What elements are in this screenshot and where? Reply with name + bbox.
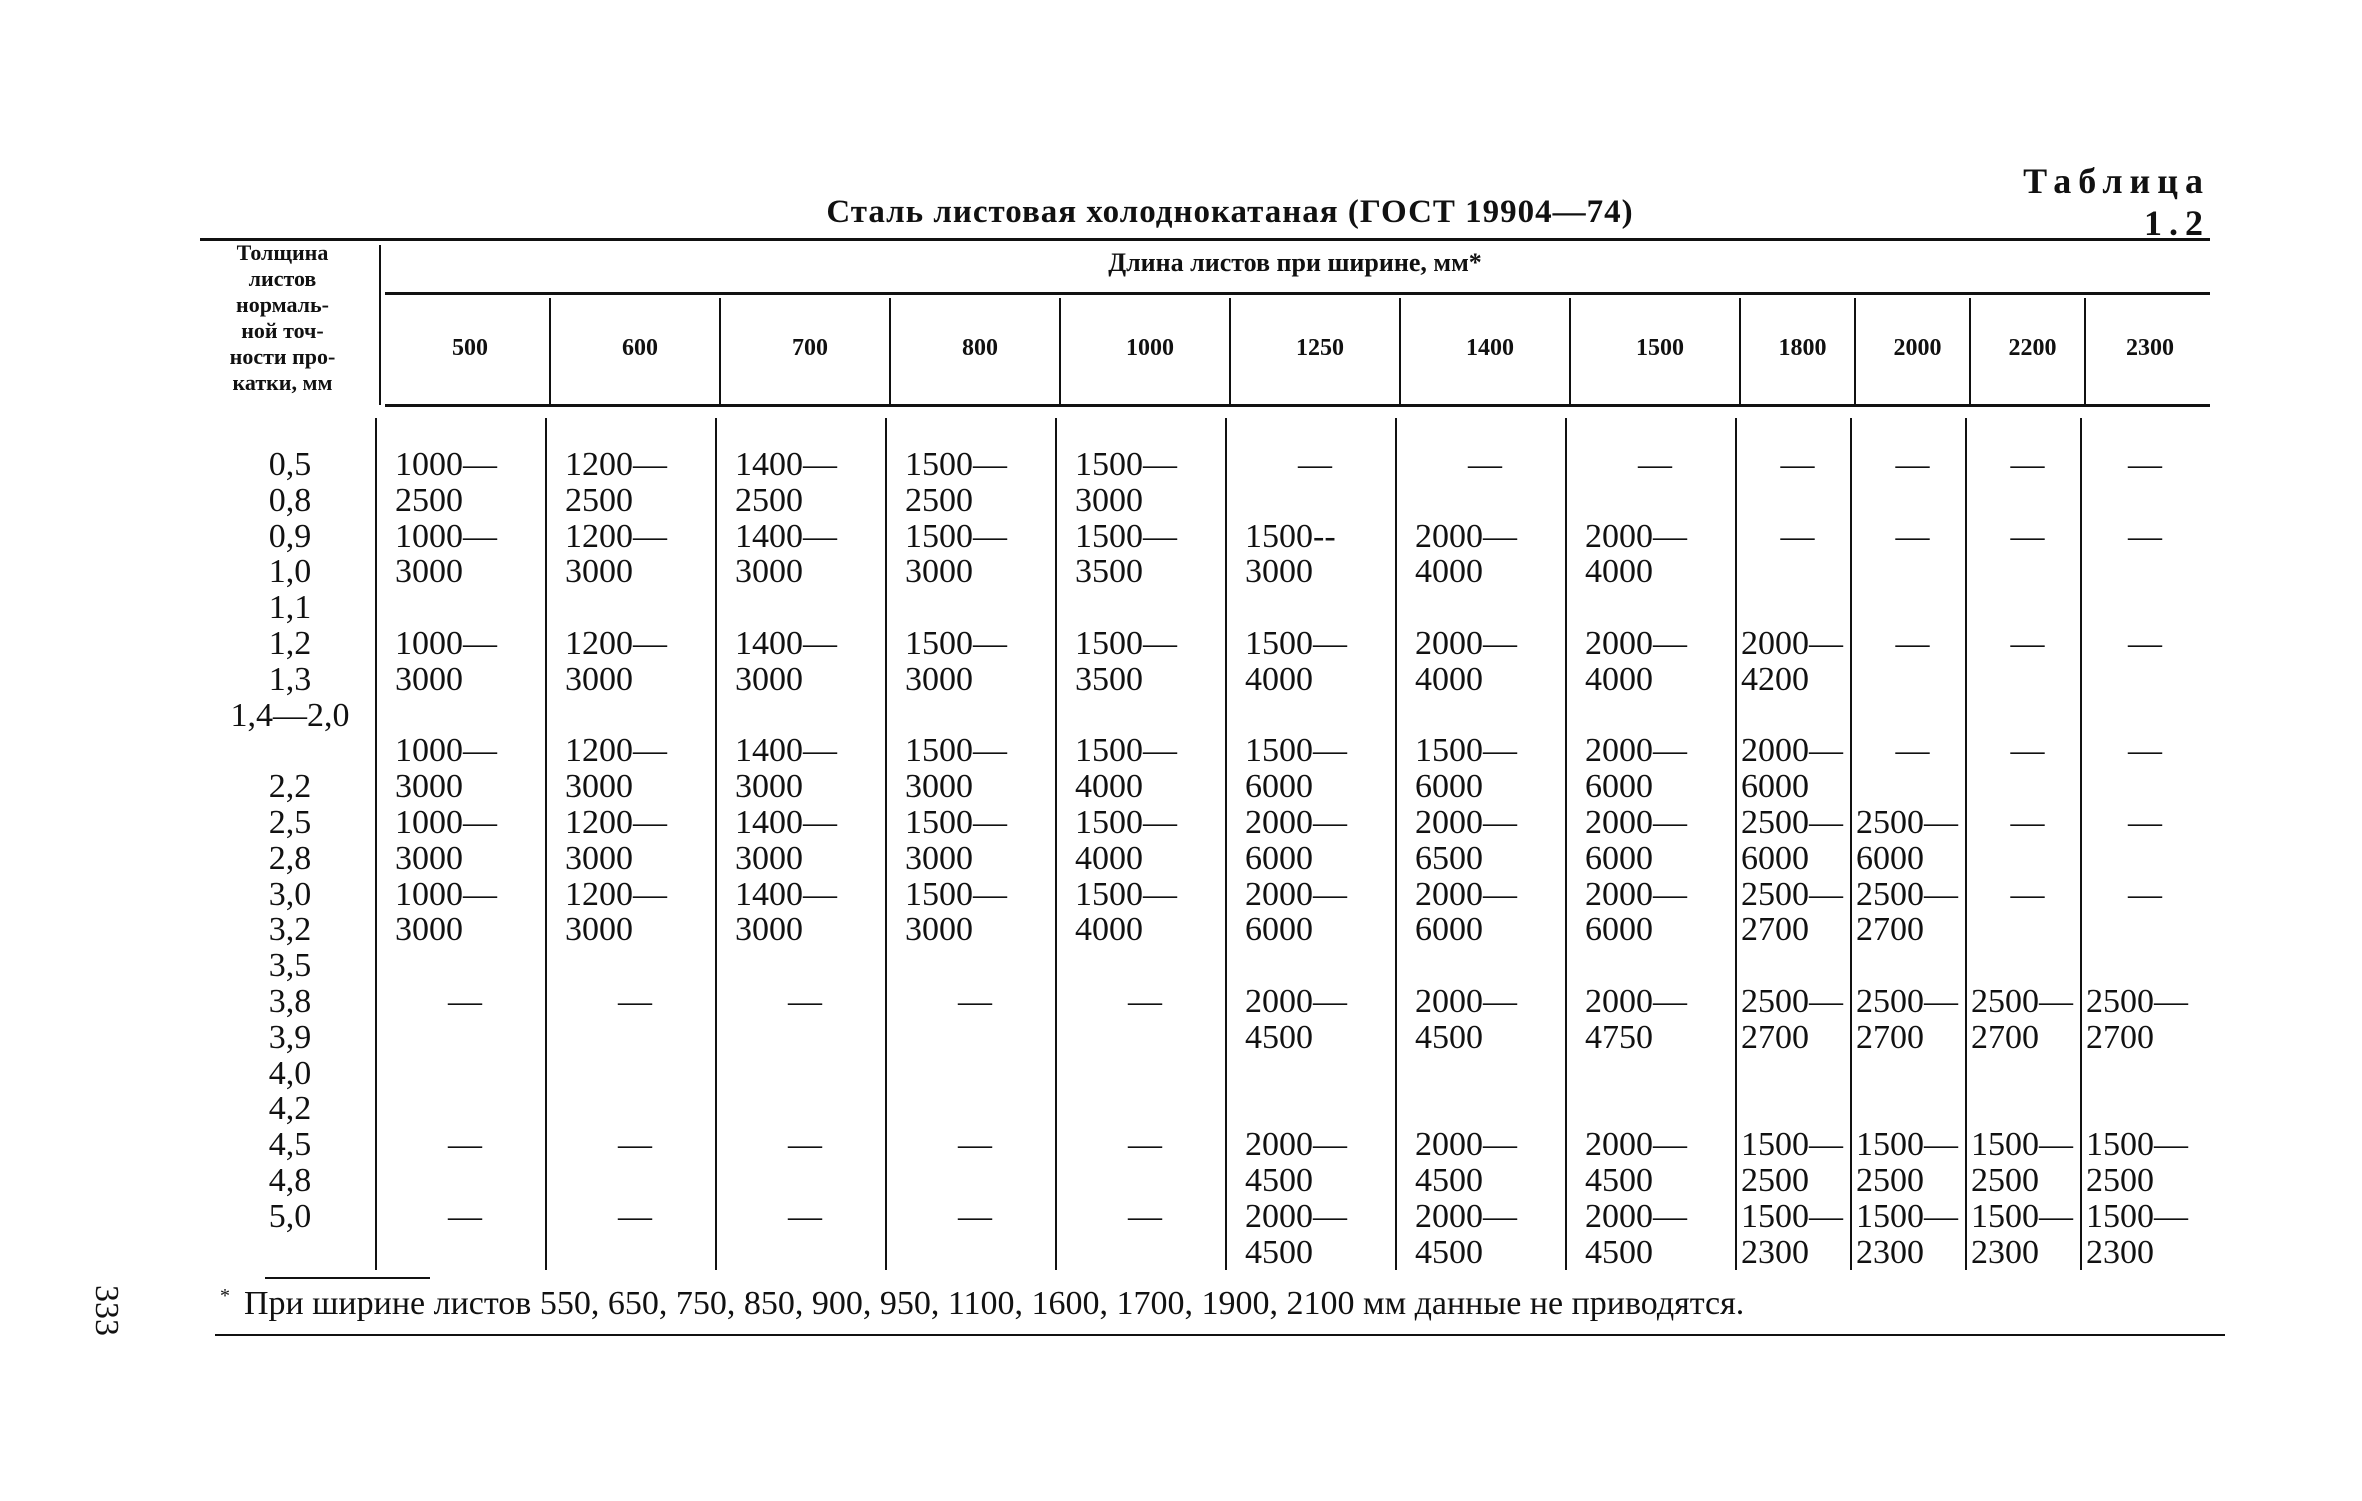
table-cell: 1400—: [735, 517, 837, 555]
table-cell: 1200—: [565, 804, 667, 841]
table-cell: —: [2128, 517, 2162, 555]
table-cell: 2500—: [1741, 983, 1843, 1020]
table-cell: —: [2010, 446, 2045, 483]
width-header-cell: 2000: [1893, 335, 1942, 361]
table-cell: 1500—: [1075, 625, 1177, 662]
table-cell: 3000: [395, 553, 463, 591]
table-cell: 4500: [1585, 1233, 1653, 1271]
header-column-rule: [1854, 298, 1856, 404]
table-cell: 2000—: [1245, 1126, 1347, 1164]
table-cell: —: [1895, 625, 1930, 662]
header-column-rule: [379, 245, 381, 405]
table-cell: 1200—: [565, 517, 667, 555]
table-cell: —: [788, 1126, 822, 1164]
table-cell: 6000: [1245, 911, 1313, 949]
body-column-rule: [1225, 418, 1227, 1270]
table-cell: 2000—: [1415, 983, 1517, 1020]
width-header-cell: 600: [622, 335, 658, 361]
table-cell: —: [1468, 446, 1502, 483]
table-cell: 2000—: [1415, 517, 1517, 555]
table-cell: 4000: [1245, 660, 1313, 698]
table-cell: 1000—: [395, 625, 497, 662]
thickness-value: 2,5: [268, 804, 312, 841]
thickness-value: 0,5: [268, 446, 312, 483]
table-cell: 1500—: [905, 732, 1007, 770]
header-column-rule: [1059, 298, 1061, 404]
table-cell: —: [618, 983, 652, 1020]
table-cell: 4000: [1415, 553, 1483, 591]
width-header-cell: 2300: [2126, 335, 2174, 361]
table-cell: 2000—: [1245, 804, 1347, 841]
table-cell: 3500: [1075, 553, 1143, 591]
table-cell: 2500: [735, 481, 803, 519]
table-cell: 2500—: [1856, 983, 1958, 1020]
thickness-value: 1,0: [268, 553, 312, 591]
thickness-value: 1,4—2,0: [230, 696, 350, 734]
table-cell: 2500: [395, 481, 463, 519]
table-cell: 1500—: [2086, 1126, 2188, 1164]
table-cell: 1400—: [735, 804, 837, 841]
table-cell: 2000—: [1415, 1126, 1517, 1164]
table-cell: 2000—: [1585, 875, 1687, 913]
table-cell: —: [1895, 732, 1930, 770]
table-cell: 3000: [735, 911, 803, 949]
table-cell: 3000: [905, 768, 973, 806]
footnote: [220, 1285, 2240, 1323]
table-cell: 6000: [1741, 768, 1809, 806]
table-cell: 6500: [1415, 839, 1483, 877]
table-cell: —: [1128, 983, 1162, 1020]
table-cell: 6000: [1741, 839, 1809, 877]
table-cell: 1500—: [1245, 625, 1347, 662]
table-cell: 2000—: [1245, 983, 1347, 1020]
table-cell: 2000—: [1741, 732, 1843, 770]
table-cell: 2500—: [2086, 983, 2188, 1020]
width-header-cell: 500: [452, 335, 488, 361]
table-cell: 4000: [1585, 660, 1653, 698]
body-column-rule: [1395, 418, 1397, 1270]
thickness-value: 4,5: [268, 1126, 312, 1164]
table-cell: —: [2128, 875, 2162, 913]
table-cell: 1400—: [735, 625, 837, 662]
table-cell: 1500—: [1075, 875, 1177, 913]
header-column-rule: [1969, 298, 1971, 404]
thickness-value: 1,3: [268, 660, 312, 698]
table-cell: 2500: [565, 481, 633, 519]
thickness-value: 1,2: [268, 625, 312, 662]
table-cell: 4000: [1075, 911, 1143, 949]
table-cell: 3000: [905, 911, 973, 949]
table-cell: 2500: [1741, 1162, 1809, 1199]
table-cell: —: [448, 1126, 482, 1164]
table-cell: 1500—: [1245, 732, 1347, 770]
header-bottom-rule: [385, 404, 2210, 407]
body-column-rule: [545, 418, 547, 1270]
table-cell: 3000: [565, 839, 633, 877]
thickness-value: 2,2: [268, 768, 312, 806]
table-cell: 3000: [565, 911, 633, 949]
header-column-rule: [1739, 298, 1741, 404]
table-cell: —: [788, 1197, 822, 1235]
table-cell: 1500—: [1415, 732, 1517, 770]
header-mid-rule: [385, 292, 2210, 295]
header-top-rule: [200, 238, 2210, 241]
table-cell: —: [958, 983, 992, 1020]
table-cell: 2000—: [1585, 983, 1687, 1020]
body-column-rule: [1735, 418, 1737, 1270]
table-cell: —: [958, 1197, 992, 1235]
body-column-rule: [715, 418, 717, 1270]
header-column-rule: [1229, 298, 1231, 404]
width-header-cell: 800: [962, 335, 998, 361]
table-cell: —: [2010, 875, 2045, 913]
table-cell: 1000—: [395, 446, 497, 483]
table-cell: 2000—: [1415, 1197, 1517, 1235]
table-cell: 2500: [1856, 1162, 1924, 1199]
table-cell: 3000: [905, 553, 973, 591]
table-cell: —: [958, 1126, 992, 1164]
table-cell: 4500: [1415, 1162, 1483, 1199]
table-cell: 1500—: [1741, 1126, 1843, 1164]
table-cell: —: [2128, 804, 2162, 841]
table-cell: —: [1128, 1126, 1162, 1164]
table-cell: 4500: [1245, 1018, 1313, 1056]
header-column-rule: [889, 298, 891, 404]
table-cell: 1500—: [905, 517, 1007, 555]
table-cell: 4500: [1415, 1018, 1483, 1056]
table-cell: 2300: [1971, 1233, 2039, 1271]
table-cell: 6000: [1585, 839, 1653, 877]
table-cell: 1500—: [905, 446, 1007, 483]
table-cell: 2700: [1741, 1018, 1809, 1056]
thickness-value: 4,8: [268, 1162, 312, 1199]
table-cell: 2500—: [1741, 804, 1843, 841]
table-cell: —: [2128, 625, 2162, 662]
bottom-rule: [215, 1334, 2225, 1336]
table-cell: 3000: [565, 660, 633, 698]
body-column-rule: [1055, 418, 1057, 1270]
table-cell: 3000: [735, 660, 803, 698]
table-cell: —: [1128, 1197, 1162, 1235]
table-cell: 3000: [735, 839, 803, 877]
table-cell: 2300: [2086, 1233, 2154, 1271]
table-cell: 1400—: [735, 732, 837, 770]
table-cell: 2700: [1856, 1018, 1924, 1056]
table-cell: 3000: [395, 768, 463, 806]
footnote-marker: *: [220, 1285, 230, 1307]
table-cell: 1000—: [395, 804, 497, 841]
table-cell: 1500—: [905, 875, 1007, 913]
thickness-value: 4,2: [268, 1090, 312, 1128]
table-cell: 1500—: [1075, 446, 1177, 483]
table-cell: —: [2010, 517, 2045, 555]
table-cell: 2000—: [1245, 1197, 1347, 1235]
table-cell: 2500: [905, 481, 973, 519]
table-cell: 1500—: [2086, 1197, 2188, 1235]
table-cell: 4000: [1415, 660, 1483, 698]
table-cell: 1500—: [1971, 1197, 2073, 1235]
table-cell: 6000: [1245, 839, 1313, 877]
table-cell: 6000: [1415, 911, 1483, 949]
thickness-value: 3,0: [268, 875, 312, 913]
table-cell: —: [448, 983, 482, 1020]
table-cell: 2000—: [1415, 625, 1517, 662]
table-cell: 3000: [735, 553, 803, 591]
table-cell: 1500—: [1971, 1126, 2073, 1164]
table-cell: 1500—: [905, 625, 1007, 662]
table-cell: 1500—: [1856, 1197, 1958, 1235]
table-cell: 2000—: [1585, 804, 1687, 841]
footnote-rule: [265, 1277, 430, 1279]
header-column-rule: [1399, 298, 1401, 404]
table-cell: 3000: [395, 660, 463, 698]
thickness-value: 3,2: [268, 911, 312, 949]
header-column-rule: [2084, 298, 2086, 404]
table-cell: 2000—: [1415, 804, 1517, 841]
thickness-value: 4,0: [268, 1054, 312, 1092]
table-cell: 1000—: [395, 875, 497, 913]
table-cell: —: [618, 1197, 652, 1235]
table-cell: —: [1638, 446, 1672, 483]
table-cell: 1500—: [1741, 1197, 1843, 1235]
thickness-value: 5,0: [268, 1197, 312, 1235]
body-column-rule: [2080, 418, 2082, 1270]
table-cell: 2700: [2086, 1018, 2154, 1056]
table-cell: —: [788, 983, 822, 1020]
table-cell: 4500: [1245, 1162, 1313, 1199]
table-cell: 6000: [1585, 768, 1653, 806]
table-cell: —: [2128, 732, 2162, 770]
width-header-cell: 2200: [2008, 335, 2057, 361]
table-cell: 2000—: [1585, 732, 1687, 770]
table-cell: —: [1780, 446, 1815, 483]
table-cell: 6000: [1245, 768, 1313, 806]
header-column-rule: [549, 298, 551, 404]
table-cell: 1000—: [395, 732, 497, 770]
table-cell: 2300: [1856, 1233, 1924, 1271]
table-cell: 1200—: [565, 732, 667, 770]
table-cell: 2000—: [1585, 625, 1687, 662]
width-header-cell: 1400: [1466, 335, 1514, 361]
table-cell: —: [2010, 804, 2045, 841]
table-cell: 2500—: [1856, 875, 1958, 913]
table-cell: 2000—: [1585, 517, 1687, 555]
table-cell: 2500: [2086, 1162, 2154, 1199]
body-column-rule: [1850, 418, 1852, 1270]
body-column-rule: [1965, 418, 1967, 1270]
table-cell: 1500—: [1075, 517, 1177, 555]
span-header: Длина листов при ширине, мм*: [1108, 248, 1482, 277]
table-cell: 1400—: [735, 446, 837, 483]
table-cell: 4000: [1075, 839, 1143, 877]
table-cell: 3000: [395, 839, 463, 877]
table-cell: 4000: [1585, 553, 1653, 591]
table-cell: 2000—: [1585, 1126, 1687, 1164]
table-cell: 3000: [565, 553, 633, 591]
thickness-value: 0,9: [268, 517, 312, 555]
footnote-text: При ширине листов 550, 650, 750, 850, 900, 950, 1100, 1600, 1700, 1900, 2100 мм данные не приводятся.: [244, 1285, 1745, 1322]
table-cell: 1500--: [1245, 517, 1336, 555]
table-cell: —: [2010, 732, 2045, 770]
table-cell: 2300: [1741, 1233, 1809, 1271]
width-header-cell: 700: [792, 335, 828, 361]
table-cell: 2500—: [1741, 875, 1843, 913]
table-cell: 3000: [1075, 481, 1143, 519]
table-cell: 3000: [565, 768, 633, 806]
table-cell: 1500—: [905, 804, 1007, 841]
table-cell: 3000: [905, 839, 973, 877]
table-cell: 3000: [905, 660, 973, 698]
table-cell: 2000—: [1585, 1197, 1687, 1235]
table-title: Сталь листовая холоднокатаная (ГОСТ 19904—74): [826, 194, 1634, 230]
table-cell: 1500—: [1075, 732, 1177, 770]
page-number: 333: [88, 1285, 125, 1336]
table-cell: 2000—: [1245, 875, 1347, 913]
table-cell: 4500: [1415, 1233, 1483, 1271]
width-header-cell: 1800: [1778, 335, 1827, 361]
table-cell: 1200—: [565, 625, 667, 662]
header-column-rule: [1569, 298, 1571, 404]
stub-header: Толщина листов нормаль- ной точ- ности про- катки, мм: [229, 240, 336, 395]
table-cell: 1500—: [1075, 804, 1177, 841]
table-cell: 1200—: [565, 446, 667, 483]
thickness-value: 3,5: [268, 947, 312, 985]
table-cell: 1000—: [395, 517, 497, 555]
table-cell: —: [1895, 446, 1930, 483]
thickness-value: 0,8: [268, 481, 312, 519]
body-column-rule: [885, 418, 887, 1270]
table-cell: 3500: [1075, 660, 1143, 698]
table-cell: 1400—: [735, 875, 837, 913]
table-cell: 2500—: [1856, 804, 1958, 841]
table-cell: 3000: [395, 911, 463, 949]
table-cell: —: [1895, 517, 1930, 555]
table-cell: 3000: [735, 768, 803, 806]
table-cell: 4500: [1585, 1162, 1653, 1199]
table-cell: 3000: [1245, 553, 1313, 591]
table-cell: —: [2128, 446, 2162, 483]
table-cell: 4750: [1585, 1018, 1653, 1056]
body-column-rule: [1565, 418, 1567, 1270]
width-header-cell: 1000: [1126, 335, 1174, 361]
table-cell: 2700: [1971, 1018, 2039, 1056]
table-cell: 2500: [1971, 1162, 2039, 1199]
table-cell: 2000—: [1741, 625, 1843, 662]
table-cell: —: [448, 1197, 482, 1235]
table-cell: 4200: [1741, 660, 1809, 698]
table-cell: 1500—: [1856, 1126, 1958, 1164]
table-cell: 6000: [1415, 768, 1483, 806]
thickness-value: 1,1: [268, 589, 312, 627]
table-cell: —: [2010, 625, 2045, 662]
table-cell: 1200—: [565, 875, 667, 913]
table-cell: —: [618, 1126, 652, 1164]
thickness-value: 3,8: [268, 983, 312, 1020]
table-cell: 6000: [1856, 839, 1924, 877]
thickness-value: 2,8: [268, 839, 312, 877]
width-header-cell: 1250: [1296, 335, 1344, 361]
table-cell: 4000: [1075, 768, 1143, 806]
table-cell: 6000: [1585, 911, 1653, 949]
table-cell: 2500—: [1971, 983, 2073, 1020]
width-header-cell: 1500: [1636, 335, 1684, 361]
header-column-rule: [719, 298, 721, 404]
table-cell: 4500: [1245, 1233, 1313, 1271]
table-cell: 2700: [1856, 911, 1924, 949]
thickness-value: 3,9: [268, 1018, 312, 1056]
table-cell: —: [1780, 517, 1815, 555]
table-cell: 2700: [1741, 911, 1809, 949]
table-label: Таблица 1.2: [2023, 161, 2210, 243]
table-cell: 2000—: [1415, 875, 1517, 913]
table-cell: —: [1298, 446, 1332, 483]
